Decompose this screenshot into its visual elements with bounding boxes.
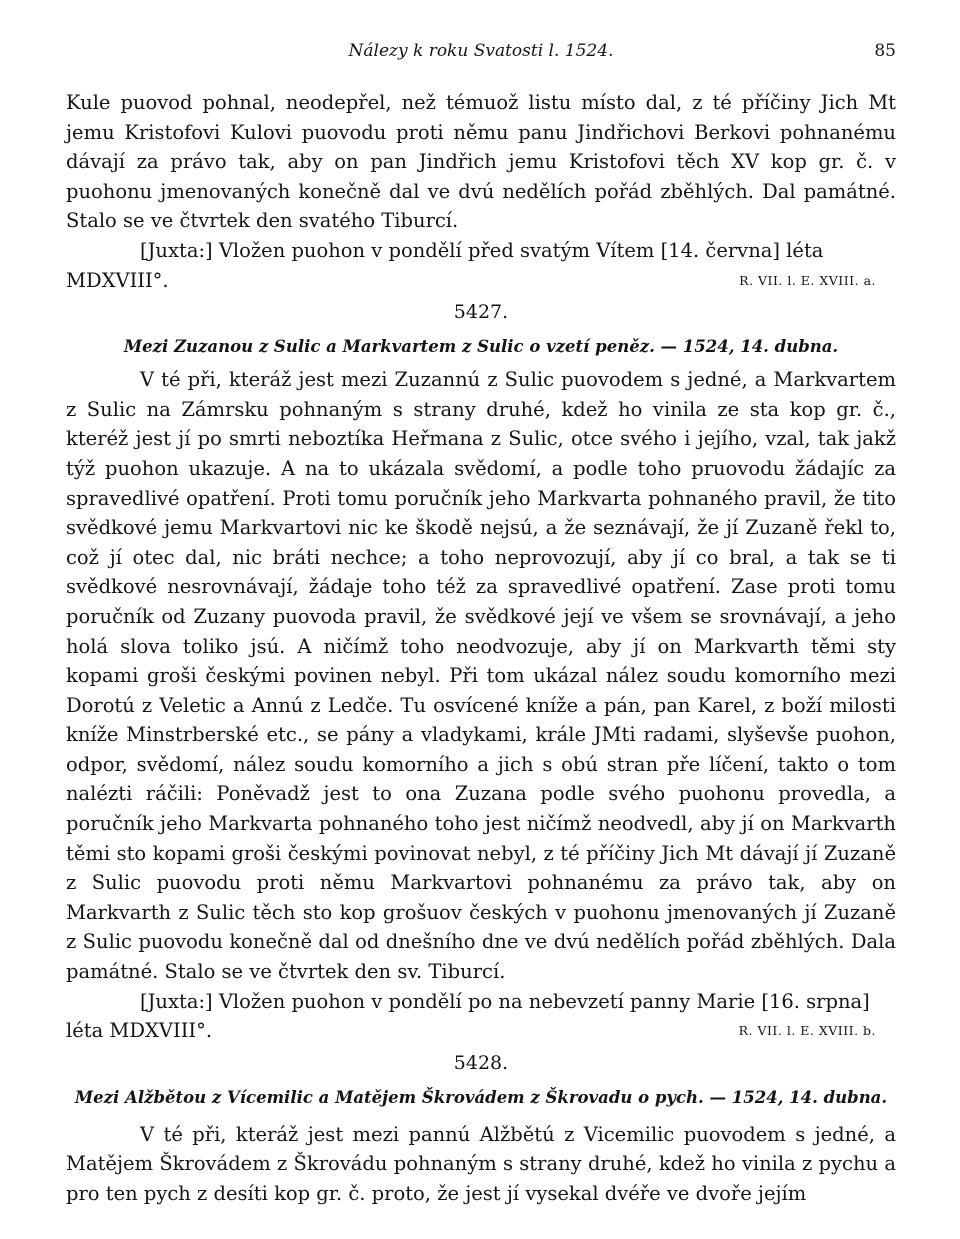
running-head [66, 38, 896, 64]
paragraph-continuation: Kule puovod pohnal, neodepřel, než témuož listu místo dal, z té příčiny Jich Mt jemu Kristofovi Kulovi puovodu proti němu panu Jindřichovi Berkovi pohnanému dávají za právo tak, aby on pan Jindřich jemu Kristofovi těch XV kop gr. č. v puohonu jmenovaných konečně dal ve dvú nedělích pořád zběhlých. Dal památné. Stalo se ve čtvrtek den svatého Tiburcí. [66, 91, 896, 233]
paragraph: V té při, kteráž jest mezi pannú Alžbětú z Vicemilic puovodem s jedné, a Matějem Škrovádem z Škrovádu pohnaným s strany druhé, kdež ho vinila z pychu a pro ten pych z desíti kop gr. č. proto, že jest jí vysekal dvéře ve dvoře jejím [66, 1122, 896, 1205]
juxta-note: [Juxta:] Vložen puohon v pondělí před svatým Vítem [14. června] léta [140, 238, 824, 262]
paragraph: V té při, kteráž jest mezi Zuzannú z Sulic puovodem s jedné, a Markvartem z Sulic na Zámrsku pohnaným s strany druhé, kdež ho vinila ze sta kop gr. č., kteréž jest jí po smrti neboztíka Heřmana z Sulic, otce svého i jejího, vzal, tak jakž týž puohon ukazuje. A na to ukázala svědomí, a podle toho pruovodu žádajíc za spravedlivé opatření. Proti tomu poručník jeho Markvarta pohnaného pravil, že tito svědkové jemu Markvartovi nic ke škodě nejsú, a že seznávají, že jí Zuzaně řekl to, což jí otec dal, nic bráti nechce; a toho neprovozují, aby jí co bral, a tak se ti svědkové nesrovnávají, žádaje toho též za spravedlivé opatření. Zase proti tomu poručník od Zuzany puovoda pravil, že svědkové její ve všem se srovnávají, a jeho holá slova toliko jsú. A ničímž toho neodvozuje, aby jí on Markvarth těmi sty kopami groši českými povinen nebyl. Při tom ukázal nález soudu komorního mezi Dorotú z Veletic a Annú z Ledče. Tu osvícené kníže a pán, pan Karel, z boží milosti kníže Minstrberské etc., se pány a vladykami, krále JMti radami, slyševše puohon, odpor, svědomí, nález soudu komorního a jich s obú stran pře líčení, takto o tom nalézti ráčili: Poněvadž jest to ona Zuzana podle svého puohonu provedla, a poručník jeho Markvarta pohnaného toho jest ničímž neodvedl, aby jí on Markvarth těmi sto kopami groši českými povinovat nebyl, z té příčiny Jich Mt dávají jí Zuzaně z Sulic puovodu proti němu Markvartovi pohnanému za právo tak, aby on Markvarth z Sulic těch sto kop grošuov českých v puohonu jmenovaných jí Zuzaně z Sulic puovodu konečně dal od dnešního dne ve dvú nedělích pořád zběhlých. Dala památné. Stalo se ve čtvrtek den sv. Tiburcí. [66, 368, 896, 984]
juxta-note-end-line [66, 266, 896, 296]
regest-heading: Mezi Alžbětou z Vícemilic a Matějem Škrovádem z Škrovadu o pych. — 1524, 14. dubna. [74, 1087, 888, 1107]
page-number: 85 [874, 41, 896, 61]
juxta-note-end-line [66, 1016, 896, 1046]
document-number: 5427. [453, 301, 509, 324]
running-title: Nálezy k roku Svatosti l. 1524. [348, 41, 614, 61]
juxta-note-date: léta MDXVIII°. [66, 1019, 213, 1043]
archive-signature: R. VII. l. E. XVIII. b. [738, 1023, 876, 1039]
archive-signature: R. VII. l. E. XVIII. a. [739, 272, 876, 288]
text-body [66, 88, 896, 1209]
juxta-note: [Juxta:] Vložen puohon v pondělí po na nebevzetí panny Marie [16. srpna] [140, 989, 870, 1013]
juxta-note-date: MDXVIII°. [66, 268, 169, 292]
document-number: 5428. [453, 1051, 509, 1074]
regest-heading: Mezi Zuzanou z Sulic a Markvartem z Sulic o vzetí peněz. — 1524, 14. dubna. [123, 337, 839, 357]
